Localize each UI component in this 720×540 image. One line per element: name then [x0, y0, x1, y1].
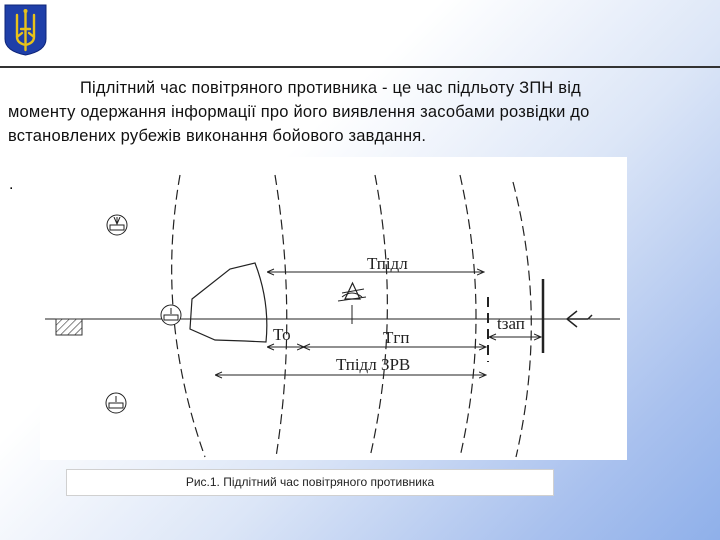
caption-box	[66, 469, 554, 496]
label-tpidl: Тпідл	[367, 254, 408, 273]
figure-caption: Рис.1. Підлітний час повітряного противника	[185, 475, 435, 489]
diagram-panel	[40, 157, 627, 460]
incoming-target-icon	[567, 311, 592, 327]
label-to: То	[273, 325, 291, 344]
label-tzap: tзап	[497, 314, 525, 333]
label-tpidl-zrv: Тпідл ЗРВ	[336, 355, 411, 374]
paragraph-line-3: встановлених рубежів виконання бойового завдання.	[8, 127, 427, 145]
boundary-arc-2	[275, 175, 287, 457]
stray-dot: .	[9, 176, 14, 193]
launcher-icon-top	[107, 215, 127, 235]
paragraph-line-1: Підлітний час повітряного противника - це час підльоту ЗПН від	[80, 79, 581, 97]
launcher-icon-middle	[161, 305, 181, 325]
label-tgp: Тгп	[383, 328, 410, 347]
engagement-zone	[190, 263, 267, 342]
paragraph-line-2: моменту одержання інформації про його виявлення засобами розвідки до	[8, 103, 590, 121]
boundary-arc-3	[370, 175, 387, 457]
boundary-arc-4	[460, 175, 476, 457]
radar-icon	[338, 283, 366, 324]
header-rule	[0, 66, 720, 68]
defended-object	[56, 319, 82, 335]
diagram-drawing	[40, 157, 627, 460]
launcher-icon-bottom	[106, 393, 126, 413]
coat-of-arms-icon	[3, 3, 48, 56]
definition-paragraph	[8, 76, 708, 148]
